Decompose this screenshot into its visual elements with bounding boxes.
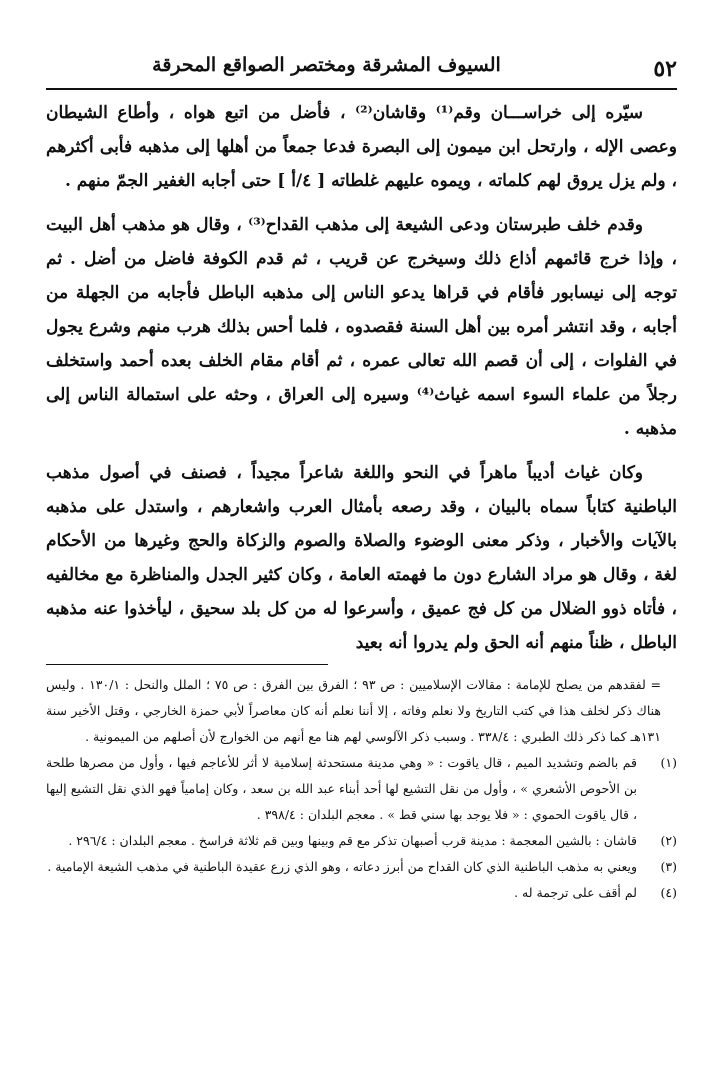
main-text (46, 96, 677, 670)
footnote-text: قاشان : بالشين المعجمة : مدينة قرب أصبهان تذكر مع قم وبينها وبين قم ثلاثة فراسخ . معجم البلدان : ٢٩٦/٤ . (68, 833, 637, 848)
page-number: ٥٢ (653, 56, 677, 82)
footnote-separator (46, 664, 328, 665)
footnote (46, 750, 677, 828)
footnote (46, 828, 677, 854)
paragraph: سيّره إلى خراســـان وقم⁽¹⁾ وقاشان⁽²⁾ ، فأضل من اتبع هواه ، وأطاع الشيطان وعصى الإله ، وارتحل ابن ميمون إلى البصرة فدعا جمعاً من أهلها إلى مذهبه فأبى أكثرهم ، ولم يزل يروق لهم كلماته ، ويموه عليهم غلطاته [ ٤/أ ] حتى أجابه الغفير الجمّ منهم . (46, 103, 677, 191)
footnote-number: (٢) (660, 833, 677, 848)
footnotes (46, 672, 677, 906)
header-rule (46, 88, 677, 90)
book-title: السيوف المشرقة ومختصر الصواقع المحرقة (152, 54, 501, 76)
footnote-number: (٤) (660, 885, 677, 900)
paragraph: وكان غياث أديباً ماهراً في النحو واللغة شاعراً مجيداً ، فصنف في أصول مذهب الباطنية كتاباً سماه بالبيان ، وقد رصعه بأمثال العرب واشعارهم ، واستدل على مذهبه بالآيات والأخبار ، وذكر معنى الوضوء والصلاة والصوم والزكاة والحج وغيرها من الأحكام لغة ، وقال هو مراد الشارع دون ما فهمته العامة ، وكان كثير الجدل والمناظرة مع مخالفيه ، فأتاه ذوو الضلال من كل فج عميق ، وأسرعوا له من كل بلد سحيق ، ليأخذوا عنه مذهبه الباطل ، ظناً منهم أنه الحق ولم يدروا أنه بعيد (46, 463, 677, 653)
footnote-number: (١) (660, 755, 677, 770)
running-header (46, 54, 677, 92)
paragraph: وقدم خلف طبرستان ودعى الشيعة إلى مذهب القداح⁽³⁾ ، وقال هو مذهب أهل البيت ، وإذا خرج قائمهم أذاع ذلك وسيخرج عن قريب ، ثم قدم الكوفة فاضل من أضل . ثم توجه إلى نيسابور فأقام في قراها يدعو الناس إلى مذهبه الباطل فأجابه من الجهلة من أجابه ، وقد انتشر أمره بين أهل السنة فقصدوه ، فلما أحس بذلك هرب منهم وشرع يجول في الفلوات ، إلى أن قصم الله تعالى عمره ، ثم أقام مقام الخلف بعده أحمد واستخلف رجلاً من علماء السوء اسمه غياث⁽⁴⁾ وسيره إلى العراق ، وحثه على استمالة الناس إلى مذهبه . (46, 215, 677, 439)
footnote (46, 854, 677, 880)
footnote-text: لم أقف على ترجمة له . (514, 885, 637, 900)
footnote-number: (٣) (660, 859, 677, 874)
footnote (46, 880, 677, 906)
footnote-text: قم بالضم وتشديد الميم ، قال ياقوت : « وهي مدينة مستحدثة إسلامية لا أثر للأعاجم فيها ، وأول من مصرها طلحة بن الأحوص الأشعري » ، وأول من نقل التشيع لها أحد أبناء عبد الله بن سعد ، وكان إمامياً فهو الذي نقل التشيع إليها ، قال ياقوت الحموي : « فلا يوجد بها سني قط » . معجم البلدان : ٣٩٨/٤ . (46, 755, 637, 822)
footnote-continuation: = لفقدهم من يصلح للإمامة : مقالات الإسلاميين : ص ٩٣ ؛ الفرق بين الفرق : ص ٧٥ ؛ الملل والنحل : ١٣٠/١ . وليس هناك ذكر لخلف هذا في كتب التاريخ ولا نعلم وفاته ، إلا أننا نعلم أنه كان معاصراً لأبي حمزة الخارجي ، وقتل الأخير سنة ١٣١هـ كما ذكر ذلك الطبري : ٣٣٨/٤ . وسبب ذكر الآلوسي لهم هنا مع أنهم من الخوارج لأن أصلهم من الميمونية . (46, 677, 662, 744)
footnote-text: ويعني به مذهب الباطنية الذي كان القداح من أبرز دعاته ، وهو الذي زرع عقيدة الباطنية في مذهب الشيعة الإمامية . (47, 859, 637, 874)
